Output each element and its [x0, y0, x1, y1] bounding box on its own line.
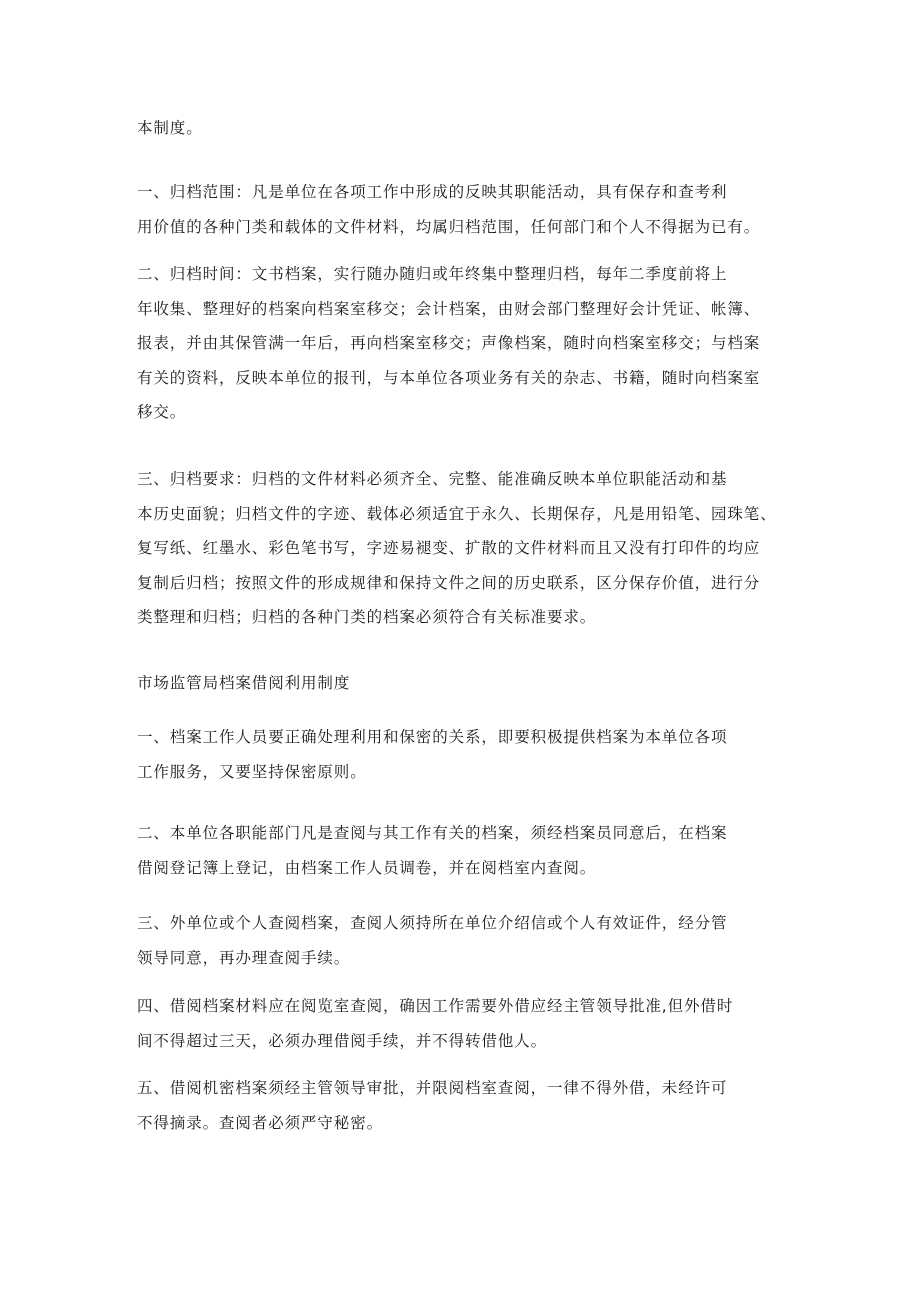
paragraph-archiving-time: 二、归档时间：文书档案，实行随办随归或年终集中整理归档，每年二季度前将上 年收集、整理好的档案向档案室移交；会计档案，由财会部门整理好会计凭证、帐簿、 报表，并由其保管满一年后，再向档案室移交；声像档案，随时向档案室移交；与档案 有关的资料，反映本单位的报刊，与本单位各项业务有关的杂志、书籍，随时向档案室 移交。: [137, 265, 761, 421]
paragraph-borrowing-rule-4: 四、借阅档案材料应在阅览室查阅，确因工作需要外借应经主管领导批准,但外借时 间不得超过三天，必须办理借阅手续，并不得转借他人。: [137, 997, 734, 1050]
paragraph-borrowing-rule-1: 一、档案工作人员要正确处理利用和保密的关系，即要积极提供档案为本单位各项 工作服务，又要坚持保密原则。: [137, 728, 728, 781]
paragraph-borrowing-rule-3: 三、外单位或个人查阅档案，查阅人须持所在单位介绍信或个人有效证件，经分管 领导同意，再办理查阅手续。: [137, 914, 728, 967]
paragraph-archiving-scope: 一、归档范围：凡是单位在各项工作中形成的反映其职能活动，具有保存和查考利 用价值的各种门类和载体的文件材料，均属归档范围，任何部门和个人不得据为已有。: [137, 183, 761, 236]
paragraph-borrowing-rule-5: 五、借阅机密档案须经主管领导审批，并限阅档室查阅，一律不得外借，未经许可 不得摘录。查阅者必须严守秘密。: [137, 1079, 728, 1132]
section-title-borrowing-rules: 市场监管局档案借阅利用制度: [137, 674, 351, 692]
paragraph-intro-tail: 本制度。: [137, 119, 203, 137]
paragraph-borrowing-rule-2: 二、本单位各职能部门凡是查阅与其工作有关的档案，须经档案员同意后，在档案 借阅登记簿上登记，由档案工作人员调卷，并在阅档室内查阅。: [137, 824, 728, 877]
paragraph-archiving-requirements: 三、归档要求：归档的文件材料必须齐全、完整、能准确反映本单位职能活动和基 本历史面貌；归档文件的字迹、载体必须适宜于永久、长期保存，凡是用铅笔、园珠笔、 复写纸、红墨水、彩色笔书写，字迹易褪变、扩散的文件材料而且又没有打印件的均应 复制后归档；按照文件的形成规律和保持文件之间的历史联系，区分保存价值，进行分 类整理和归档；归档的各种门类的档案必须符合有关标准要求。: [137, 470, 777, 626]
